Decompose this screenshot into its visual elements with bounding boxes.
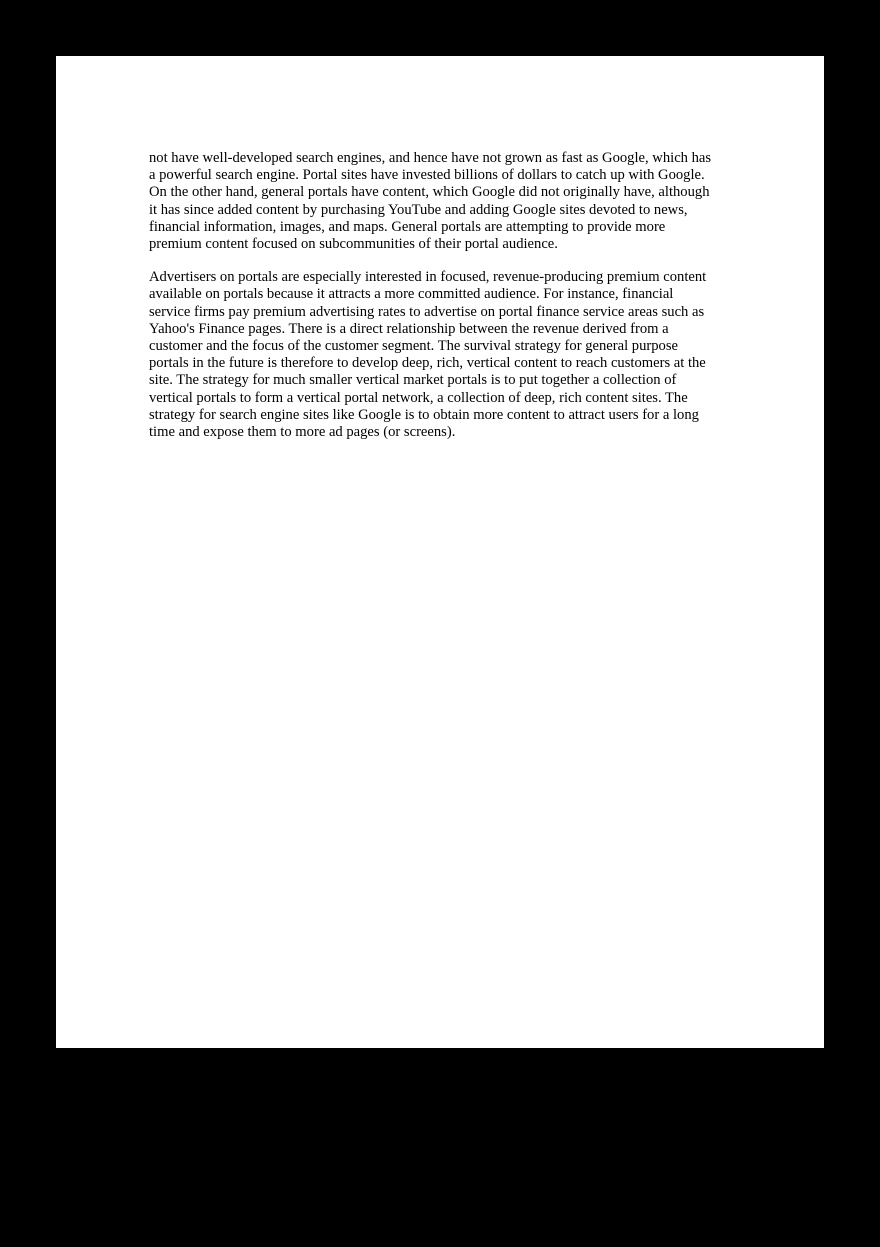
text-line: financial information, images, and maps. General portals are attempting to provide more [149,218,666,235]
text-line: strategy for search engine sites like Google is to obtain more content to attract users for a long [149,406,699,423]
text-line: portals in the future is therefore to develop deep, rich, vertical content to reach customers at the [149,355,706,372]
paragraph-1 [149,150,739,253]
text-line: it has since added content by purchasing YouTube and adding Google sites devoted to news, [149,201,688,218]
text-line: time and expose them to more ad pages (or screens). [149,424,456,441]
text-line: customer and the focus of the customer segment. The survival strategy for general purpose [149,338,678,355]
text-line: site. The strategy for much smaller vertical market portals is to put together a collection of [149,372,677,389]
text-line: premium content focused on subcommunities of their portal audience. [149,236,558,253]
text-line: service firms pay premium advertising rates to advertise on portal finance service areas such as [149,303,705,320]
paragraph-2 [149,269,739,441]
page-body [149,150,739,457]
text-line: On the other hand, general portals have content, which Google did not originally have, although [149,184,710,201]
text-line: vertical portals to form a vertical portal network, a collection of deep, rich content sites. The [149,389,688,406]
document-page [56,56,824,1048]
text-line: available on portals because it attracts a more committed audience. For instance, financial [149,286,674,303]
text-line: a powerful search engine. Portal sites have invested billions of dollars to catch up with Google. [149,167,705,184]
text-line: Yahoo's Finance pages. There is a direct relationship between the revenue derived from a [149,320,669,337]
text-line: not have well-developed search engines, and hence have not grown as fast as Google, which has [149,150,712,166]
text-line: Advertisers on portals are especially interested in focused, revenue-producing premium content [149,269,707,286]
